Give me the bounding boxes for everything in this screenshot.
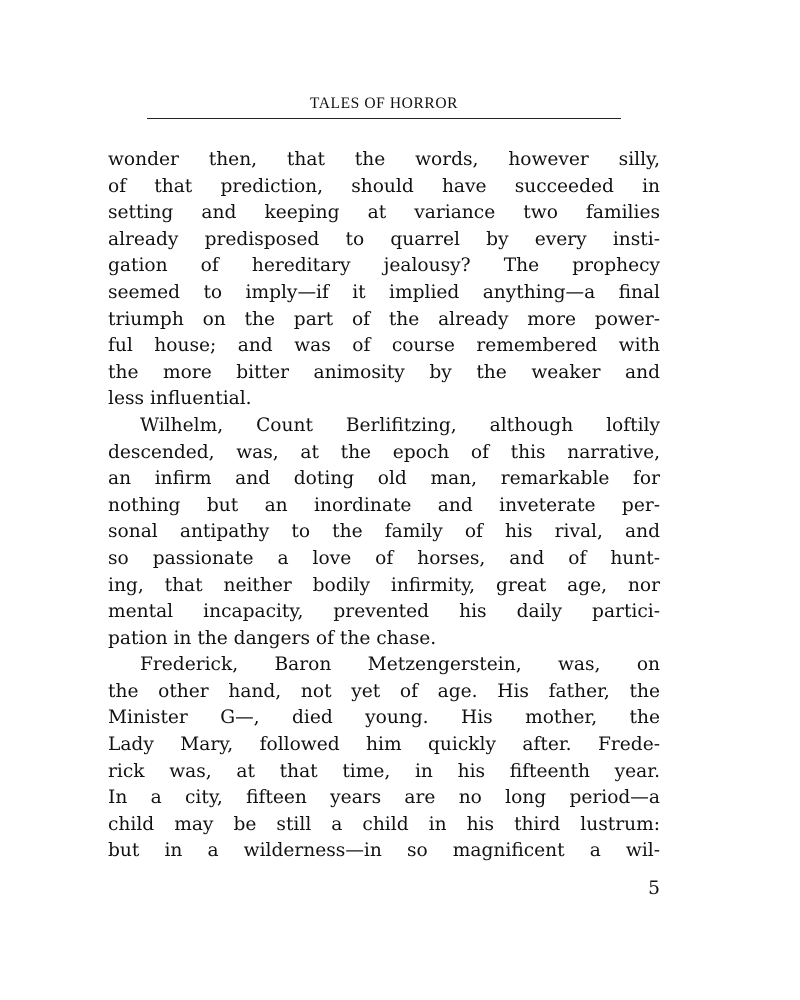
- text-line: descended, was, at the epoch of this narrative,: [108, 441, 660, 463]
- text-line: setting and keeping at variance two families: [108, 202, 660, 224]
- text-line: ful house; and was of course remembered with: [108, 335, 660, 357]
- text-line: Wilhelm, Count Berlifitzing, although loftily: [140, 414, 660, 436]
- page-number: 5: [648, 878, 660, 899]
- text-line: rick was, at that time, in his fifteenth year.: [108, 760, 660, 782]
- text-line: sonal antipathy to the family of his rival, and: [108, 521, 660, 543]
- running-head: TALES OF HORROR: [309, 95, 459, 112]
- text-line: an infirm and doting old man, remarkable for: [108, 468, 660, 490]
- header-rule: [147, 118, 621, 119]
- text-line: gation of hereditary jealousy? The prophecy: [108, 255, 660, 277]
- text-line: triumph on the part of the already more power-: [108, 308, 660, 330]
- text-line: mental incapacity, prevented his daily partici-: [108, 601, 660, 623]
- text-line: seemed to imply—if it implied anything—a final: [108, 281, 660, 303]
- text-line: the more bitter animosity by the weaker and: [108, 361, 660, 383]
- text-line: the other hand, not yet of age. His father, the: [108, 680, 660, 702]
- text-line: so passionate a love of horses, and of hunt-: [108, 547, 660, 569]
- text-line: Frederick, Baron Metzengerstein, was, on: [140, 654, 660, 676]
- text-line: nothing but an inordinate and inveterate per-: [108, 494, 660, 516]
- text-line: pation in the dangers of the chase.: [108, 627, 437, 649]
- text-line: In a city, fifteen years are no long period—a: [108, 787, 660, 809]
- body-text: [108, 147, 660, 865]
- text-line: child may be still a child in his third lustrum:: [108, 813, 660, 835]
- text-line: already predisposed to quarrel by every insti-: [108, 228, 660, 250]
- text-line: ing, that neither bodily infirmity, great age, nor: [108, 574, 660, 596]
- text-line: Lady Mary, followed him quickly after. Frede-: [108, 734, 660, 756]
- text-line: less influential.: [108, 388, 252, 410]
- text-line: but in a wilderness—in so magnificent a wil-: [108, 840, 660, 862]
- text-line: wonder then, that the words, however silly,: [108, 149, 660, 170]
- text-line: of that prediction, should have succeeded in: [108, 175, 660, 197]
- text-line: Minister G—, died young. His mother, the: [108, 707, 660, 729]
